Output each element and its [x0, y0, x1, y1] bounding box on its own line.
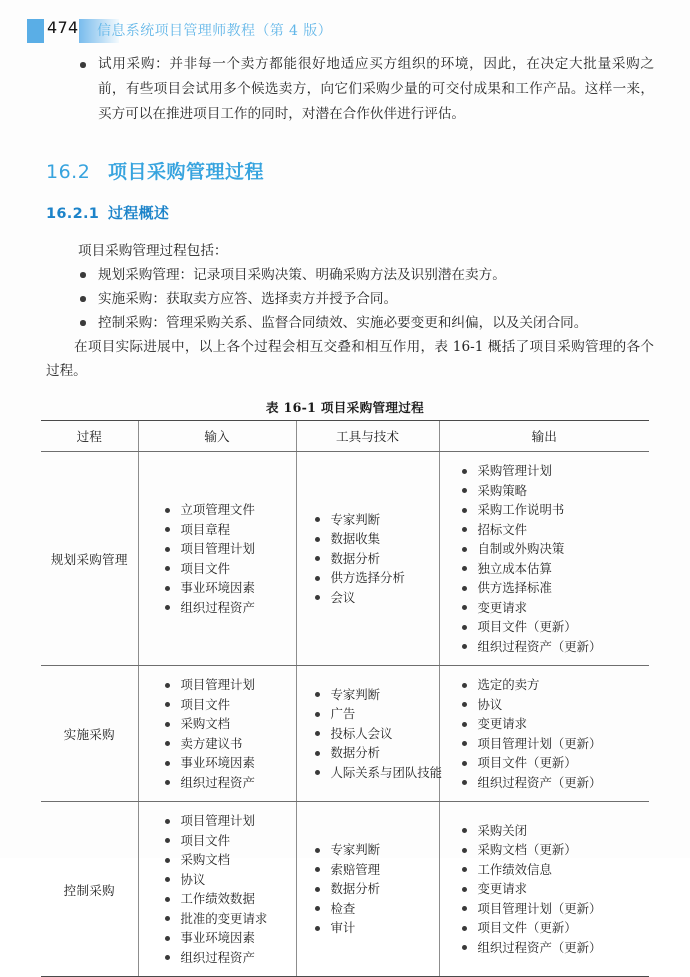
header-accent-block-solid — [27, 19, 44, 43]
inputs-list — [139, 675, 296, 792]
list-item: 组织过程资产（更新） — [462, 938, 644, 958]
list-item: 采购管理计划 — [462, 461, 644, 481]
list-item: 变更请求 — [462, 714, 644, 734]
list-item: 变更请求 — [462, 598, 644, 618]
list-item: 实施采购：获取卖方应答、选择卖方并授予合同。 — [78, 287, 654, 311]
list-item: 组织过程资产 — [165, 773, 290, 793]
list-item: 数据分析 — [315, 879, 433, 899]
continued-bullet-paragraph: 试用采购：并非每一个卖方都能很好地适应买方组织的环境，因此，在决定大批量采购之前，有些项目会试用多个候选卖方，向它们采购少量的可交付成果和工作产品。这样一来，买方可以在推进项目工作的同时，对潜在合作伙伴进行评估。 — [78, 52, 654, 127]
list-item: 采购策略 — [462, 481, 644, 501]
book-title: 信息系统项目管理师教程（第 4 版） — [97, 23, 333, 39]
list-item: 采购文档 — [165, 714, 290, 734]
section-title: 项目采购管理过程 — [108, 161, 265, 183]
table-row — [41, 666, 649, 802]
table-row — [41, 802, 649, 977]
list-item: 项目文件 — [165, 695, 290, 715]
process-tools-cell — [296, 666, 443, 802]
process-tools-cell — [296, 452, 439, 666]
list-item: 专家判断 — [315, 840, 433, 860]
process-summary-list — [0, 263, 690, 335]
process-inputs-cell — [138, 452, 296, 666]
list-item: 项目文件 — [165, 831, 290, 851]
list-item: 立项管理文件 — [165, 500, 290, 520]
section-number: 16.2 — [46, 161, 91, 183]
list-item: 协议 — [462, 695, 644, 715]
list-item: 组织过程资产 — [165, 598, 290, 618]
process-outputs-cell — [439, 802, 649, 977]
list-item: 卖方建议书 — [165, 734, 290, 754]
process-outputs-cell — [439, 666, 649, 802]
list-item: 项目管理计划 — [165, 539, 290, 559]
inputs-list — [139, 500, 296, 617]
list-item: 项目管理计划（更新） — [462, 899, 644, 919]
page-content — [0, 52, 690, 977]
section-heading — [46, 157, 690, 184]
table-row — [41, 452, 649, 666]
outputs-list — [440, 821, 650, 958]
subsection-heading — [46, 202, 690, 223]
list-item: 规划采购管理：记录项目采购决策、明确采购方法及识别潜在卖方。 — [78, 263, 654, 287]
inputs-list — [139, 811, 296, 967]
list-item: 供方选择标准 — [462, 578, 644, 598]
intro-lead-text: 项目采购管理过程包括： — [78, 243, 228, 259]
list-item: 项目章程 — [165, 520, 290, 540]
subsection-number: 16.2.1 — [46, 206, 100, 222]
list-item: 索赔管理 — [315, 860, 433, 880]
list-item: 选定的卖方 — [462, 675, 644, 695]
subsection-title: 过程概述 — [108, 204, 170, 222]
list-item: 广告 — [315, 704, 433, 724]
process-name: 控制采购 — [41, 802, 138, 977]
list-item: 数据分析 — [315, 549, 433, 569]
list-item: 变更请求 — [462, 879, 644, 899]
list-item: 项目文件（更新） — [462, 753, 644, 773]
intro-closing-paragraph: 在项目实际进展中，以上各个过程会相互交叠和相互作用，表 16-1 概括了项目采购管理的各个过程。 — [46, 339, 654, 379]
list-item: 组织过程资产 — [165, 948, 290, 968]
list-item: 项目文件（更新） — [462, 918, 644, 938]
table-header-row — [41, 421, 649, 452]
list-item: 项目文件（更新） — [462, 617, 644, 637]
table-caption: 表 16-1 项目采购管理过程 — [265, 400, 425, 415]
list-item: 控制采购：管理采购关系、监督合同绩效、实施必要变更和纠偏，以及关闭合同。 — [78, 311, 654, 335]
list-item: 事业环境因素 — [165, 753, 290, 773]
list-item: 人际关系与团队技能 — [315, 763, 433, 783]
list-item: 工作绩效数据 — [165, 889, 290, 909]
process-name: 实施采购 — [41, 666, 138, 802]
list-item: 项目管理计划 — [165, 811, 290, 831]
outputs-list — [440, 675, 650, 792]
list-item: 投标人会议 — [315, 724, 433, 744]
tools-list — [297, 510, 439, 608]
list-item: 项目文件 — [165, 559, 290, 579]
tools-list — [297, 685, 443, 783]
list-item: 项目管理计划（更新） — [462, 734, 644, 754]
process-inputs-cell — [138, 666, 296, 802]
list-item: 组织过程资产（更新） — [462, 637, 644, 657]
process-name: 规划采购管理 — [41, 452, 138, 666]
list-item: 招标文件 — [462, 520, 644, 540]
column-header-process: 过程 — [41, 421, 138, 452]
procurement-process-table — [41, 420, 649, 977]
column-header-tools: 工具与技术 — [296, 421, 439, 452]
list-item: 组织过程资产（更新） — [462, 773, 644, 793]
tools-list — [297, 840, 439, 938]
list-item: 独立成本估算 — [462, 559, 644, 579]
column-header-inputs: 输入 — [138, 421, 296, 452]
list-item: 事业环境因素 — [165, 928, 290, 948]
list-item: 自制或外购决策 — [462, 539, 644, 559]
list-item: 专家判断 — [315, 510, 433, 530]
page-number: 474 — [47, 18, 79, 37]
list-item: 批准的变更请求 — [165, 909, 290, 929]
list-item: 审计 — [315, 918, 433, 938]
list-item: 检查 — [315, 899, 433, 919]
list-item: 供方选择分析 — [315, 568, 433, 588]
process-inputs-cell — [138, 802, 296, 977]
column-header-outputs: 输出 — [439, 421, 649, 452]
list-item: 协议 — [165, 870, 290, 890]
running-header — [0, 18, 690, 48]
outputs-list — [440, 461, 650, 656]
list-item: 采购文档（更新） — [462, 840, 644, 860]
list-item: 采购工作说明书 — [462, 500, 644, 520]
list-item: 会议 — [315, 588, 433, 608]
list-item: 工作绩效信息 — [462, 860, 644, 880]
list-item: 采购文档 — [165, 850, 290, 870]
process-outputs-cell — [439, 452, 649, 666]
process-tools-cell — [296, 802, 439, 977]
list-item: 数据分析 — [315, 743, 433, 763]
list-item: 项目管理计划 — [165, 675, 290, 695]
list-item: 数据收集 — [315, 529, 433, 549]
list-item: 专家判断 — [315, 685, 433, 705]
list-item: 事业环境因素 — [165, 578, 290, 598]
list-item: 采购关闭 — [462, 821, 644, 841]
